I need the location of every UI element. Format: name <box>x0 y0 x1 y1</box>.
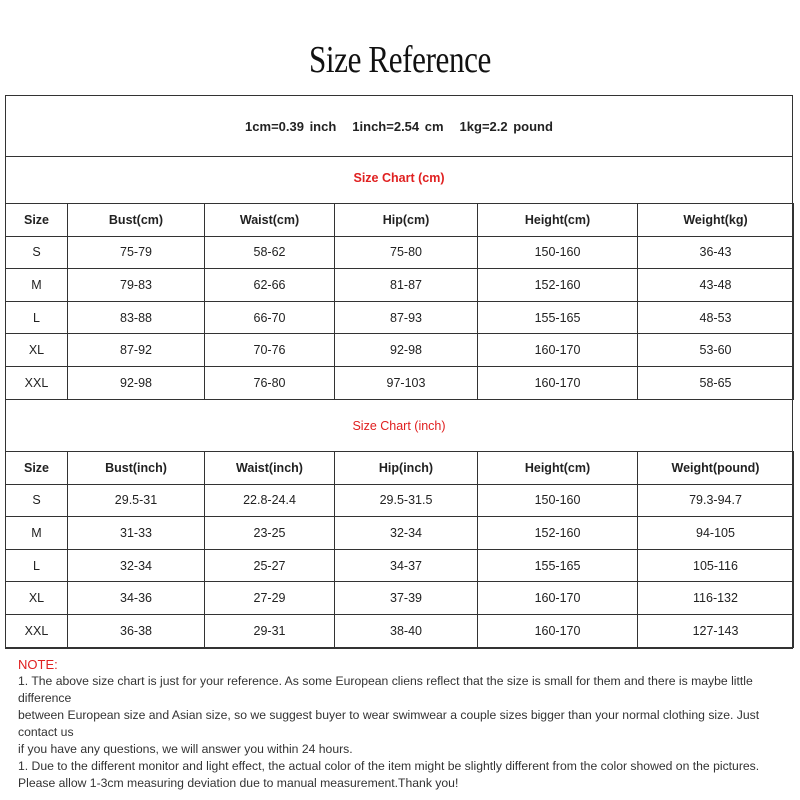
table-row <box>6 334 794 367</box>
inch-size-table <box>5 451 794 648</box>
measurement-cell: 92-98 <box>335 334 478 367</box>
conversion-kg-pound: 1kg=2.2 pound <box>459 118 553 134</box>
measurement-cell: 29-31 <box>205 614 335 647</box>
size-cell: XXL <box>6 614 68 647</box>
measurement-cell: 38-40 <box>335 614 478 647</box>
measurement-cell: 160-170 <box>478 582 638 615</box>
measurement-cell: 70-76 <box>205 334 335 367</box>
note-line: 1. Due to the different monitor and light effect, the actual color of the item might be slightly different from the color showed on the pictures. <box>18 759 760 773</box>
measurement-cell: 97-103 <box>335 366 478 399</box>
note-line: 1. The above size chart is just for your reference. As some European cliens reflect that the size is small for them and there is maybe little difference <box>18 674 753 705</box>
column-header: Waist(cm) <box>205 204 335 237</box>
measurement-cell: 150-160 <box>478 484 638 517</box>
size-cell: L <box>6 301 68 334</box>
measurement-cell: 160-170 <box>478 334 638 367</box>
measurement-cell: 43-48 <box>638 269 794 302</box>
measurement-cell: 27-29 <box>205 582 335 615</box>
measurement-cell: 29.5-31.5 <box>335 484 478 517</box>
measurement-cell: 62-66 <box>205 269 335 302</box>
measurement-cell: 53-60 <box>638 334 794 367</box>
measurement-cell: 105-116 <box>638 549 794 582</box>
table-row <box>6 269 794 302</box>
column-header: Waist(inch) <box>205 452 335 485</box>
measurement-cell: 94-105 <box>638 517 794 550</box>
page-title: Size Reference <box>309 39 491 81</box>
measurement-cell: 66-70 <box>205 301 335 334</box>
measurement-cell: 83-88 <box>68 301 205 334</box>
table-row <box>6 366 794 399</box>
column-header: Hip(cm) <box>335 204 478 237</box>
measurement-cell: 29.5-31 <box>68 484 205 517</box>
conversion-cm-inch: 1cm=0.39 inch <box>245 118 337 134</box>
measurement-cell: 160-170 <box>478 614 638 647</box>
header-row <box>6 204 794 237</box>
conversion-inch-cm: 1inch=2.54 cm <box>352 118 444 134</box>
measurement-cell: 79-83 <box>68 269 205 302</box>
header-row <box>6 452 794 485</box>
unit-conversions <box>6 96 792 157</box>
column-header: Weight(kg) <box>638 204 794 237</box>
size-cell: S <box>6 236 68 269</box>
cm-size-table <box>5 203 794 400</box>
measurement-cell: 87-92 <box>68 334 205 367</box>
note-line: between European size and Asian size, so we suggest buyer to wear swimwear a couple sizes bigger than your normal clothing size. Just contact us <box>18 708 760 739</box>
size-reference-frame <box>5 95 793 649</box>
measurement-cell: 160-170 <box>478 366 638 399</box>
measurement-cell: 58-62 <box>205 236 335 269</box>
measurement-cell: 92-98 <box>68 366 205 399</box>
table-row <box>6 301 794 334</box>
measurement-cell: 34-37 <box>335 549 478 582</box>
column-header: Height(cm) <box>478 204 638 237</box>
measurement-cell: 152-160 <box>478 269 638 302</box>
note-heading: NOTE: <box>18 657 58 672</box>
table-row <box>6 517 794 550</box>
measurement-cell: 23-25 <box>205 517 335 550</box>
measurement-cell: 75-79 <box>68 236 205 269</box>
measurement-cell: 25-27 <box>205 549 335 582</box>
table-row <box>6 614 794 647</box>
inch-chart-title: Size Chart (inch) <box>352 419 446 433</box>
measurement-cell: 155-165 <box>478 549 638 582</box>
column-header: Bust(inch) <box>68 452 205 485</box>
measurement-cell: 87-93 <box>335 301 478 334</box>
measurement-cell: 79.3-94.7 <box>638 484 794 517</box>
column-header: Size <box>6 452 68 485</box>
measurement-cell: 75-80 <box>335 236 478 269</box>
cm-chart-title: Size Chart (cm) <box>353 171 445 185</box>
measurement-cell: 81-87 <box>335 269 478 302</box>
measurement-cell: 58-65 <box>638 366 794 399</box>
measurement-cell: 76-80 <box>205 366 335 399</box>
measurement-cell: 155-165 <box>478 301 638 334</box>
measurement-cell: 116-132 <box>638 582 794 615</box>
measurement-cell: 22.8-24.4 <box>205 484 335 517</box>
measurement-cell: 32-34 <box>335 517 478 550</box>
measurement-cell: 150-160 <box>478 236 638 269</box>
table-row <box>6 484 794 517</box>
size-cell: XL <box>6 582 68 615</box>
size-cell: XXL <box>6 366 68 399</box>
measurement-cell: 37-39 <box>335 582 478 615</box>
table-row <box>6 236 794 269</box>
note-line: Please allow 1-3cm measuring deviation due to manual measurement.Thank you! <box>18 776 459 790</box>
size-cell: XL <box>6 334 68 367</box>
column-header: Bust(cm) <box>68 204 205 237</box>
size-cell: M <box>6 517 68 550</box>
measurement-cell: 152-160 <box>478 517 638 550</box>
column-header: Weight(pound) <box>638 452 794 485</box>
measurement-cell: 31-33 <box>68 517 205 550</box>
column-header: Height(cm) <box>478 452 638 485</box>
measurement-cell: 34-36 <box>68 582 205 615</box>
measurement-cell: 48-53 <box>638 301 794 334</box>
measurement-cell: 36-43 <box>638 236 794 269</box>
size-cell: L <box>6 549 68 582</box>
table-row <box>6 549 794 582</box>
measurement-cell: 32-34 <box>68 549 205 582</box>
column-header: Hip(inch) <box>335 452 478 485</box>
size-cell: M <box>6 269 68 302</box>
table-row <box>6 582 794 615</box>
column-header: Size <box>6 204 68 237</box>
note-line: if you have any questions, we will answer you within 24 hours. <box>18 742 353 756</box>
note-section <box>18 656 793 792</box>
size-cell: S <box>6 484 68 517</box>
measurement-cell: 127-143 <box>638 614 794 647</box>
measurement-cell: 36-38 <box>68 614 205 647</box>
